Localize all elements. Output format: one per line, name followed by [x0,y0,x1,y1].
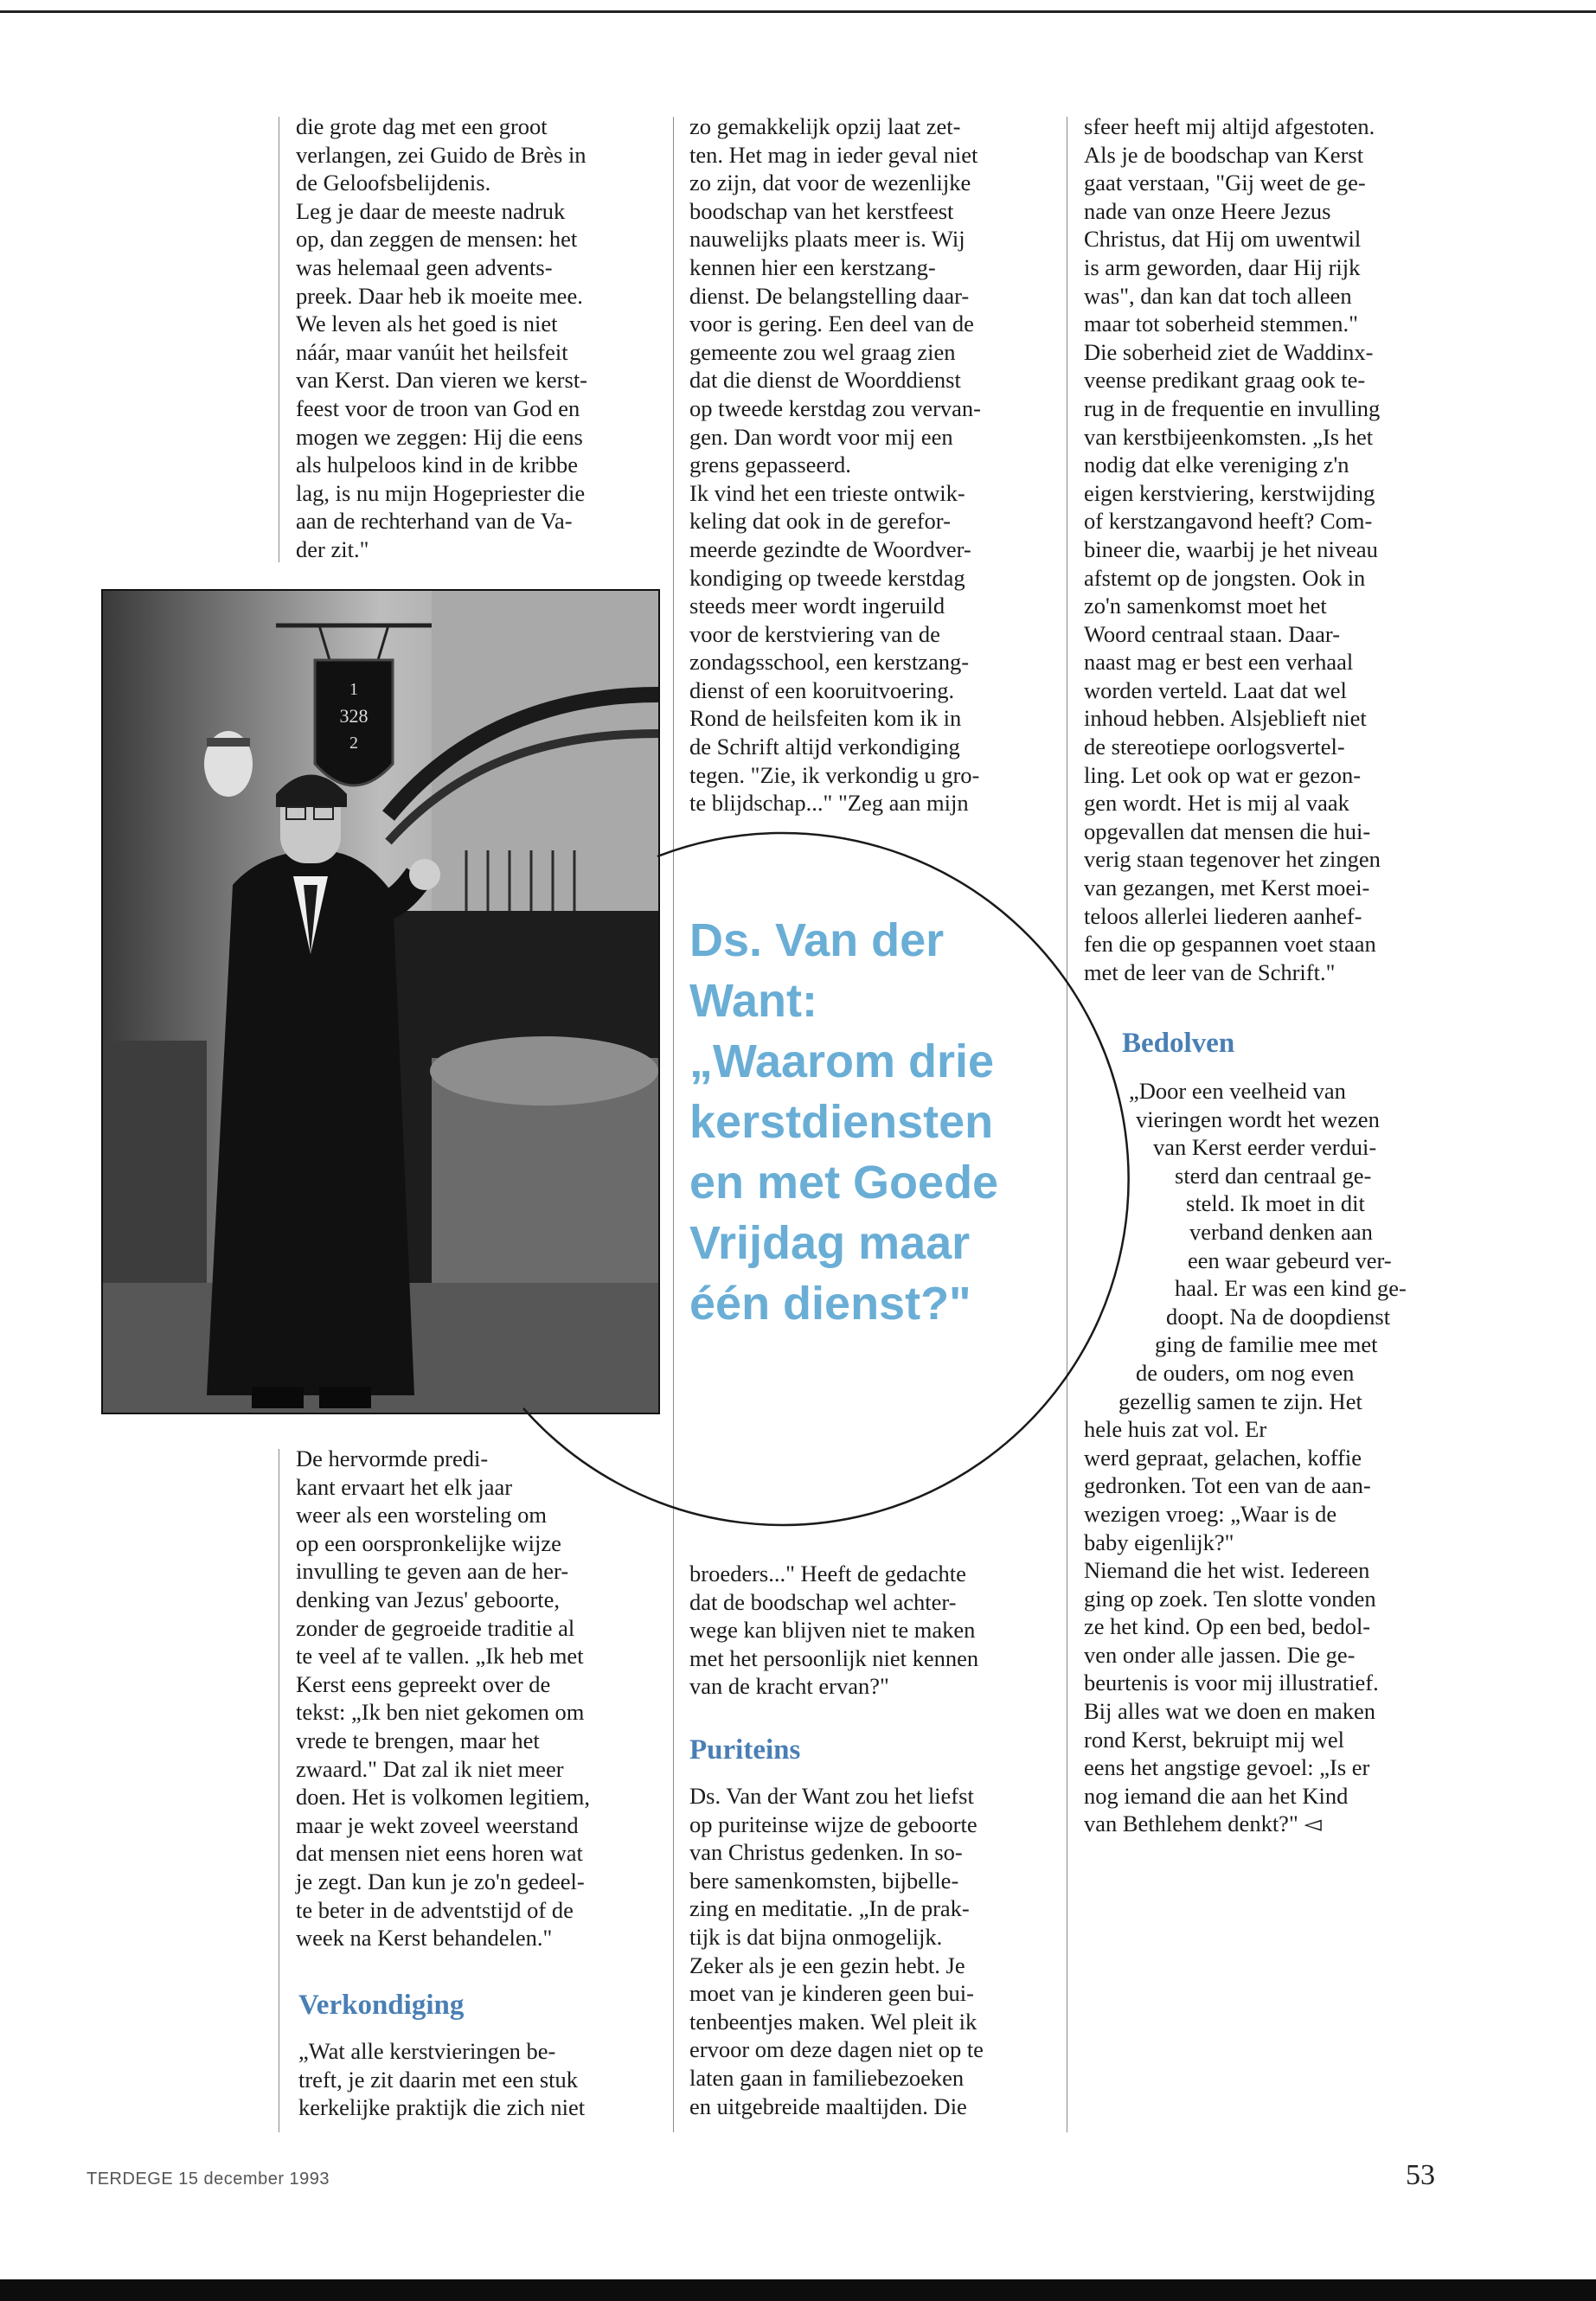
text-line: Die soberheid ziet de Waddinx- [1084,338,1374,365]
text-line: gen wordt. Het is mij al vaak [1084,790,1349,817]
text-line: te beter in de adventstijd of de [296,1896,574,1923]
text-line: eigen kerstviering, kerstwijding [1084,479,1375,506]
text-line: „Door een veelheid van [1129,1078,1346,1104]
text-line: op een oorspronkelijke wijze [296,1529,561,1556]
text-line: die grote dag met een groot [296,113,548,139]
text-line: ervoor om deze dagen niet op te [689,2036,984,2063]
text-line: grens gepasseerd. [689,452,851,478]
text-line: rond Kerst, bekruipt mij wel [1084,1726,1345,1753]
text-line: was helemaal geen advents- [296,253,553,280]
pull-quote-line: Ds. Van der [689,914,945,966]
plaque-text-number: 328 [339,705,369,727]
column-2-after-heading-text [689,1782,1053,2120]
text-line: De hervormde predi- [296,1445,489,1471]
text-line: zwaard." Dat zal ik niet meer [296,1755,564,1782]
text-line: meerde gezindte de Woordver- [689,535,971,562]
text-line: ling. Let ook op wat er gezon- [1084,761,1362,788]
text-line: was", dan kan dat toch alleen [1084,282,1352,309]
text-line: náár, maar vanúit het heilsfeit [296,338,568,365]
text-line: bineer die, waarbij je het niveau [1084,535,1378,562]
heading-verkondiging: Verkondiging [298,1990,465,2021]
text-line: steld. Ik moet in dit [1186,1190,1365,1217]
text-line: lag, is nu mijn Hogepriester die [296,479,586,506]
text-line: met de leer van de Schrift." [1084,958,1336,985]
text-line: beurtenis is voor mij illustratief. [1084,1670,1379,1696]
text-line: gezellig samen te zijn. Het [1118,1388,1362,1414]
text-line: op, dan zeggen de mensen: het [296,226,578,253]
text-line: sterd dan centraal ge- [1175,1162,1372,1189]
text-line: is arm geworden, daar Hij rijk [1084,253,1361,280]
text-line: Christus, dat Hij om uwentwil [1084,226,1362,253]
text-line: Ds. Van der Want zou het liefst [689,1783,974,1809]
text-line: zo'n samenkomst moet het [1084,593,1327,619]
text-line: zing en meditatie. „In de prak- [689,1895,970,1922]
text-line: teloos allerlei liederen aanhef- [1084,902,1362,929]
text-line: dienst of een kooruitvoering. [689,676,955,703]
text-line: moet van je kinderen geen bui- [689,1980,974,2007]
text-line: zondagsschool, een kerstzang- [689,649,970,676]
text-line: van kerstbijeenkomsten. „Is het [1084,423,1374,450]
text-line: als hulpeloos kind in de kribbe [296,452,579,478]
text-line: kondiging op tweede kerstdag [689,564,965,591]
text-line: van Kerst eerder verdui- [1153,1134,1377,1161]
pull-quote-line: „Waarom drie [689,1035,995,1087]
text-line: We leven als het goed is niet [296,311,558,337]
text-line: afstemt op de jongsten. Ook in [1084,564,1366,591]
text-line: „Wat alle kerstvieringen be- [298,2038,556,2064]
text-line: op puriteinse wijze de geboorte [689,1811,977,1837]
text-line: tekst: „Ik ben niet gekomen om [296,1699,585,1726]
column-3-after-heading-text [1084,1077,1447,1838]
text-line: feest voor de troon van God en [296,394,580,421]
text-line: laten gaan in familiebezoeken [689,2064,965,2091]
text-line: Ik vind het een trieste ontwik- [689,479,965,506]
pull-quote-line: Want: [689,975,817,1027]
pull-quote-line: kerstdiensten [689,1096,994,1148]
text-line: verband denken aan [1189,1218,1373,1245]
text-line: wege kan blijven niet te maken [689,1617,976,1644]
text-line: naast mag er best een verhaal [1084,649,1354,676]
text-line: nade van onze Heere Jezus [1084,197,1331,224]
text-line: preek. Daar heb ik moeite mee. [296,282,583,309]
text-line: nodig dat elke vereniging z'n [1084,452,1349,478]
text-line: dat de boodschap wel achter- [689,1588,957,1615]
bottom-band [0,2279,1596,2301]
text-line: vieringen wordt het wezen [1136,1106,1380,1132]
text-line: van Kerst. Dan vieren we kerst- [296,367,588,394]
text-line: werd gepraat, gelachen, koffie [1084,1444,1362,1471]
text-line: Rond de heilsfeiten kom ik in [689,705,962,732]
text-line: denking van Jezus' geboorte, [296,1586,561,1612]
plaque-text-top: 1 [349,680,358,699]
text-line: Woord centraal staan. Daar- [1084,620,1341,647]
column-2-rule [673,117,674,2132]
pull-quote-line: en met Goede [689,1157,999,1208]
text-line: maar tot soberheid stemmen." [1084,311,1358,337]
heading-puriteins: Puriteins [689,1734,801,1766]
text-line: een waar gebeurd ver- [1188,1247,1392,1273]
text-line: ven onder alle jassen. Die ge- [1084,1641,1356,1668]
text-line: Als je de boodschap van Kerst [1084,141,1364,168]
text-line: sfeer heeft mij altijd afgestoten. [1084,113,1375,139]
text-line: gen. Dan wordt voor mij een [689,423,953,450]
text-line: opgevallen dat mensen die hui- [1084,817,1371,844]
text-line: hele huis zat vol. Er [1084,1416,1267,1443]
text-line: verlangen, zei Guido de Brès in [296,141,586,168]
column-1-top-text [296,112,642,564]
text-line: de stereotiepe oorlogsvertel- [1084,734,1345,760]
text-line: maar je wekt zoveel weerstand [296,1811,579,1838]
text-line: inhoud hebben. Alsjeblieft niet [1084,705,1367,732]
column-1-after-heading-text [298,2037,662,2122]
text-line: van gezangen, met Kerst moei- [1084,875,1370,901]
text-line: zonder de gegroeide traditie al [296,1614,575,1641]
text-line: gaat verstaan, "Gij weet de ge- [1084,170,1366,196]
text-line: der zit." [296,535,369,562]
text-line: gemeente zou wel graag zien [689,338,956,365]
text-line: ging de familie mee met [1155,1331,1378,1358]
column-2-top-text [689,112,1053,817]
text-line: weer als een worsteling om [296,1502,547,1529]
text-line: kant ervaart het elk jaar [296,1473,513,1500]
text-line: van de kracht ervan?" [689,1673,889,1700]
text-line: verig staan tegenover het zingen [1084,846,1381,873]
text-line: voor de kerstviering van de [689,620,940,647]
text-line: vrede te brengen, maar het [296,1727,540,1753]
text-line: treft, je zit daarin met een stuk [298,2066,579,2093]
text-line: op tweede kerstdag zou vervan- [689,394,981,421]
text-line: dat die dienst de Woorddienst [689,367,961,394]
text-line: veense predikant graag ook te- [1084,367,1366,394]
page-number: 53 [1406,2159,1435,2191]
pastor-photo [101,589,660,1414]
text-line: Niemand die het wist. Iedereen [1084,1557,1370,1584]
text-line: nog iemand die aan het Kind [1084,1782,1349,1809]
text-line: doen. Het is volkomen legitiem, [296,1784,591,1811]
column-3-top-text [1084,112,1447,986]
text-line: week na Kerst behandelen." [296,1925,553,1952]
text-line: rug in de frequentie en invulling [1084,394,1381,421]
text-line: wezigen vroeg: „Waar is de [1084,1500,1337,1527]
text-line: tenbeentjes maken. Wel pleit ik [689,2008,977,2035]
text-line: aan de rechterhand van de Va- [296,508,573,535]
text-line: tegen. "Zie, ik verkondig u gro- [689,761,980,788]
text-line: tijk is dat bijna onmogelijk. [689,1923,943,1950]
column-1-bottom-text [296,1445,659,1952]
text-line: Bij alles wat we doen en maken [1084,1698,1376,1725]
text-line: ten. Het mag in ieder geval niet [689,141,978,168]
text-line: de Geloofsbelijdenis. [296,170,491,196]
text-line: haal. Er was een kind ge- [1175,1275,1407,1302]
text-line: bere samenkomsten, bijbelle- [689,1867,959,1894]
heading-bedolven: Bedolven [1122,1028,1235,1059]
text-line: mogen we zeggen: Hij die eens [296,423,583,450]
text-line: keling dat ook in de gerefor- [689,508,951,535]
text-line: baby eigenlijk?" [1084,1529,1234,1555]
text-line: invulling te geven aan de her- [296,1558,569,1585]
text-line: nauwelijks plaats meer is. Wij [689,226,965,253]
text-line: Zeker als je een gezin hebt. Je [689,1952,965,1978]
text-line: met het persoonlijk niet kennen [689,1644,979,1671]
text-line: van Christus gedenken. In so- [689,1839,963,1866]
text-line: ze het kind. Op een bed, bedol- [1084,1613,1371,1640]
text-line: kennen hier een kerstzang- [689,253,936,280]
text-line: Leg je daar de meeste nadruk [296,197,566,224]
photo-illustration [103,591,658,1413]
text-line: dienst. De belangstelling daar- [689,282,970,309]
column-2-bottom-text [689,1560,1053,1701]
text-line: fen die op gespannen voet staan [1084,931,1376,958]
text-line: zo gemakkelijk opzij laat zet- [689,113,961,139]
text-line: kerkelijke praktijk die zich niet [298,2094,586,2121]
pull-quote [689,910,1105,1334]
text-line: steeds meer wordt ingeruild [689,593,945,619]
text-line: je zegt. Dan kun je zo'n gedeel- [296,1868,585,1894]
text-line: van Bethlehem denkt?" ◅ [1084,1811,1322,1837]
pull-quote-line: één dienst?" [689,1278,971,1330]
text-line: eens het angstige gevoel: „Is er [1084,1754,1370,1781]
footer-publication: TERDEGE 15 december 1993 [87,2170,330,2189]
pull-quote-line: Vrijdag maar [689,1217,971,1269]
text-line: of kerstzangavond heeft? Com- [1084,508,1373,535]
text-line: worden verteld. Laat dat wel [1084,676,1347,703]
text-line: de Schrift altijd verkondiging [689,734,960,760]
text-line: broeders..." Heeft de gedachte [689,1561,966,1586]
text-line: dat mensen niet eens horen wat [296,1840,583,1867]
text-line: en uitgebreide maaltijden. Die [689,2093,967,2119]
text-line: boodschap van het kerstfeest [689,197,954,224]
text-line: gedronken. Tot een van de aan- [1084,1472,1371,1499]
text-line: Kerst eens gepreekt over de [296,1670,551,1697]
text-line: zo zijn, dat voor de wezenlijke [689,170,971,196]
text-line: ging op zoek. Ten slotte vonden [1084,1585,1376,1612]
text-line: de ouders, om nog even [1136,1359,1355,1386]
text-line: te blijdschap..." "Zeg aan mijn [689,790,969,817]
text-line: te veel af te vallen. „Ik heb met [296,1643,584,1670]
text-line: voor is gering. Een deel van de [689,311,974,337]
top-rule [0,10,1596,13]
text-line: doopt. Na de doopdienst [1166,1303,1391,1330]
plaque-text-bottom: 2 [349,734,358,753]
